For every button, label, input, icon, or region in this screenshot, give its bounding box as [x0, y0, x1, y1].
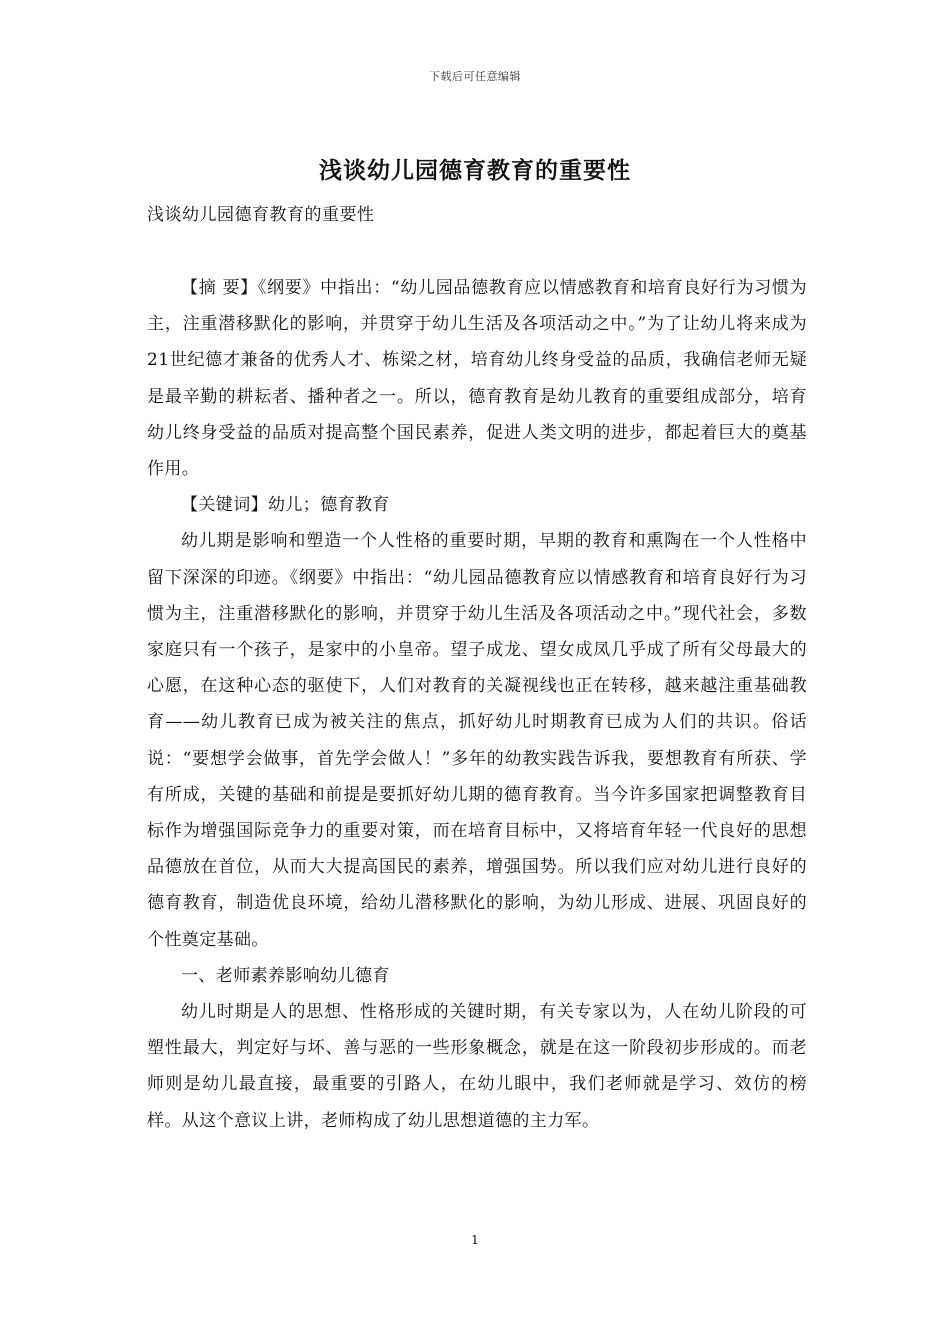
document-body [147, 270, 807, 1139]
page-number: 1 [471, 1233, 479, 1247]
abstract-paragraph: 【摘 要】《纲要》中指出：“幼儿园品德教育应以情感教育和培育良好行为习惯为主，注重潜移默化的影响，并贯穿于幼儿生活及各项活动之中。”为了让幼儿将来成为21世纪德才兼备的优秀人才、栋梁之材，培育幼儿终身受益的品质，我确信老师无疑是最辛勤的耕耘者、播种者之一。所以，德育教育是幼儿教育的重要组成部分，培育幼儿终身受益的品质对提高整个国民素养，促进人类文明的进步，都起着巨大的奠基作用。 [147, 278, 807, 480]
document-subtitle: 浅谈幼儿园德育教育的重要性 [147, 205, 375, 225]
page-header-note: 下载后可任意编辑 [429, 70, 521, 83]
section-heading: 一、老师素养影响幼儿德育 [181, 965, 390, 986]
document-title: 浅谈幼儿园德育教育的重要性 [319, 157, 631, 184]
body-paragraph: 幼儿期是影响和塑造一个人性格的重要时期，早期的教育和熏陶在一个人性格中留下深深的印迹。《纲要》中指出：“幼儿园品德教育应以情感教育和培育良好行为习惯为主，注重潜移默化的影响，并贯穿于幼儿生活及各项活动之中。”现代社会，多数家庭只有一个孩子，是家中的小皇帝。望子成龙、望女成凤几乎成了所有父母最大的心愿，在这种心态的驱使下，人们对教育的关凝视线也正在转移，越来越注重基础教育——幼儿教育已成为被关注的焦点，抓好幼儿时期教育已成为人们的共识。俗话说：“要想学会做事，首先学会做人！”多年的幼教实践告诉我，要想教育有所获、学有所成，关键的基础和前提是要抓好幼儿期的德育教育。当今许多国家把调整教育目标作为增强国际竞争力的重要对策，而在培育目标中，又将培育年轻一代良好的思想品德放在首位，从而大大提高国民的素养，增强国势。所以我们应对幼儿进行良好的德育教育，制造优良环境，给幼儿潜移默化的影响，为幼儿形成、进展、巩固良好的个性奠定基础。 [147, 531, 807, 950]
keywords-paragraph: 【关键词】幼儿；德育教育 [181, 495, 390, 516]
body-paragraph: 幼儿时期是人的思想、性格形成的关键时期，有关专家以为，人在幼儿阶段的可塑性最大，判定好与坏、善与恶的一些形象概念，就是在这一阶段初步形成的。而老师则是幼儿最直接，最重要的引路人，在幼儿眼中，我们老师就是学习、效仿的榜样。从这个意议上讲，老师构成了幼儿思想道德的主力军。 [147, 1002, 807, 1131]
